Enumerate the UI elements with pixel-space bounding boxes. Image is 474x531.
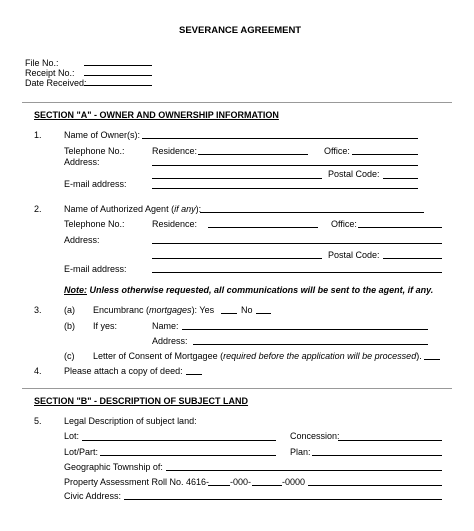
- owner-office-field[interactable]: [352, 154, 418, 155]
- legal-description-label: Legal Description of subject land:: [64, 416, 197, 426]
- divider: [22, 388, 452, 389]
- agent-address-field-2[interactable]: [152, 258, 322, 259]
- encumbranc-no-label: No: [241, 305, 253, 315]
- plan-label: Plan:: [290, 447, 311, 457]
- mortgagee-address-label: Address:: [152, 336, 188, 346]
- owner-residence-field[interactable]: [198, 154, 308, 155]
- letter-of-consent-field[interactable]: [424, 359, 440, 360]
- roll-field-1[interactable]: [208, 485, 230, 486]
- agent-email-field[interactable]: [152, 272, 442, 273]
- file-no-field[interactable]: [84, 65, 152, 66]
- owner-email-field[interactable]: [152, 188, 418, 189]
- lot-part-field[interactable]: [100, 455, 276, 456]
- civic-address-label: Civic Address:: [64, 491, 122, 501]
- receipt-no-field[interactable]: [84, 75, 152, 76]
- agent-telephone-label: Telephone No.:: [64, 219, 125, 229]
- concession-label: Concession:: [290, 431, 340, 441]
- lot-part-label: Lot/Part:: [64, 447, 99, 457]
- deed-copy-label: Please attach a copy of deed:: [64, 366, 183, 376]
- agent-email-label: E-mail address:: [64, 264, 127, 274]
- agent-residence-field[interactable]: [208, 227, 318, 228]
- encumbranc-no-field[interactable]: [256, 313, 271, 314]
- geographic-township-field[interactable]: [166, 470, 442, 471]
- owner-email-label: E-mail address:: [64, 179, 127, 189]
- page-title: SEVERANCE AGREEMENT: [179, 25, 302, 36]
- concession-field[interactable]: [338, 440, 442, 441]
- mortgagee-name-label: Name:: [152, 321, 179, 331]
- agent-name-label: Name of Authorized Agent (if any):: [64, 204, 202, 214]
- receipt-no-label: Receipt No.:: [25, 68, 75, 78]
- owner-office-label: Office:: [324, 146, 350, 156]
- item-4-number: 4.: [34, 366, 42, 376]
- owner-address-field-2[interactable]: [152, 178, 322, 179]
- mortgagee-address-field[interactable]: [193, 344, 428, 345]
- item-1-number: 1.: [34, 130, 42, 140]
- agent-address-field-1[interactable]: [152, 243, 442, 244]
- lot-field[interactable]: [82, 440, 276, 441]
- property-roll-label: Property Assessment Roll No.: [64, 477, 184, 487]
- deed-copy-field[interactable]: [186, 374, 202, 375]
- roll-field-2[interactable]: [252, 485, 282, 486]
- owner-name-field[interactable]: [142, 138, 418, 139]
- owner-residence-label: Residence:: [152, 146, 198, 156]
- agent-postal-code-label: Postal Code:: [328, 250, 380, 260]
- roll-prefix-2: -000-: [230, 477, 252, 487]
- agent-office-label: Office:: [331, 219, 357, 229]
- encumbranc-label: Encumbranc (mortgages): Yes: [93, 305, 215, 315]
- divider: [22, 102, 452, 103]
- owner-telephone-label: Telephone No.:: [64, 146, 125, 156]
- agent-office-field[interactable]: [358, 227, 442, 228]
- plan-field[interactable]: [312, 455, 442, 456]
- geographic-township-label: Geographic Township of:: [64, 462, 163, 472]
- agent-name-field[interactable]: [200, 212, 424, 213]
- agent-postal-code-field[interactable]: [383, 258, 442, 259]
- roll-prefix-3: -0000: [282, 477, 306, 487]
- date-received-field[interactable]: [84, 85, 152, 86]
- item-3c-label: (c): [64, 351, 75, 361]
- note: Note: Unless otherwise requested, all communications will be sent to the agent, if any.: [64, 285, 434, 295]
- lot-label: Lot:: [64, 431, 80, 441]
- item-3b-label: (b): [64, 321, 75, 331]
- letter-of-consent-text: Letter of Consent of Mortgagee (required before the application will be processed).: [93, 351, 422, 361]
- roll-field-3[interactable]: [308, 485, 442, 486]
- section-b-heading: SECTION "B" - DESCRIPTION OF SUBJECT LAND: [34, 396, 249, 406]
- encumbranc-yes-field[interactable]: [221, 313, 237, 314]
- agent-address-label: Address:: [64, 235, 100, 245]
- mortgagee-name-field[interactable]: [182, 329, 428, 330]
- section-a-heading: SECTION "A" - OWNER AND OWNERSHIP INFORMATION: [34, 110, 279, 120]
- owner-postal-code-label: Postal Code:: [328, 169, 380, 179]
- owner-address-field-1[interactable]: [152, 165, 418, 166]
- date-received-label: Date Received:: [25, 78, 87, 88]
- owner-name-label: Name of Owner(s):: [64, 130, 141, 140]
- agent-residence-label: Residence:: [152, 219, 198, 229]
- owner-postal-code-field[interactable]: [383, 178, 418, 179]
- civic-address-field[interactable]: [124, 499, 442, 500]
- item-3-number: 3.: [34, 305, 42, 315]
- file-no-label: File No.:: [25, 58, 59, 68]
- if-yes-label: If yes:: [93, 321, 118, 331]
- item-3a-label: (a): [64, 305, 75, 315]
- owner-address-label: Address:: [64, 157, 100, 167]
- item-2-number: 2.: [34, 204, 42, 214]
- item-5-number: 5.: [34, 416, 42, 426]
- roll-prefix-1: 4616-: [186, 477, 210, 487]
